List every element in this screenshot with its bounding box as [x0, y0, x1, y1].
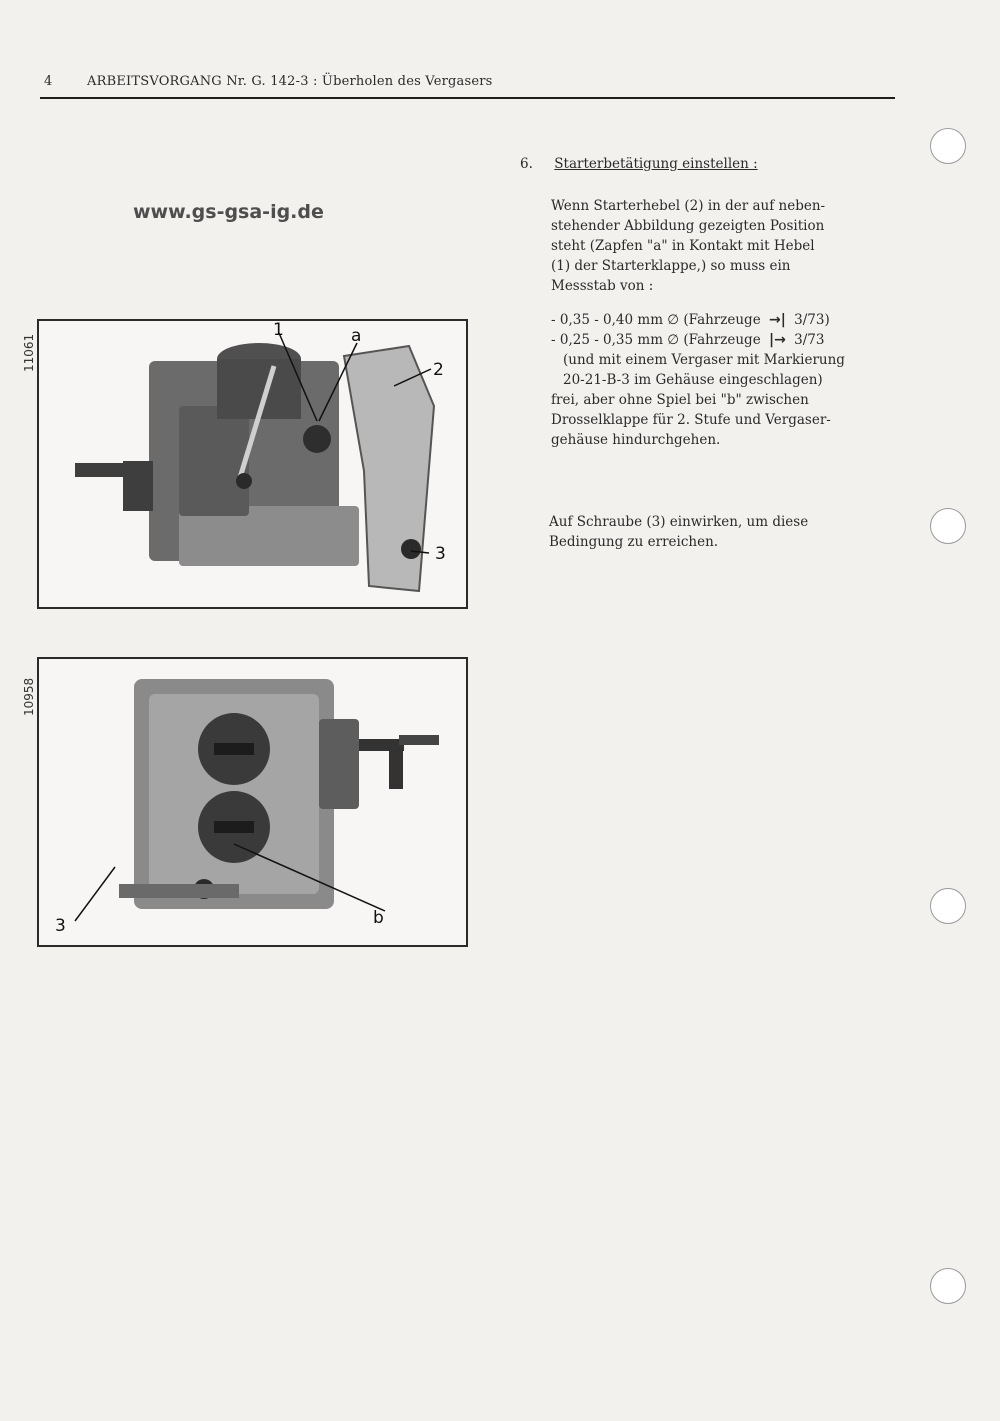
callout-b: b: [373, 908, 384, 928]
spec-text: - 0,25 - 0,35 mm ∅ (Fahrzeuge: [551, 332, 761, 348]
specification-list: [551, 310, 845, 450]
text-line: 20-21-B-3 im Gehäuse eingeschlagen): [563, 372, 823, 388]
page-header: [40, 66, 895, 100]
spec-line: [551, 310, 845, 330]
text-line: frei, aber ohne Spiel bei "b" zwischen: [551, 392, 809, 408]
text-line: Drosselklappe für 2. Stufe und Vergaser-: [551, 412, 831, 428]
spec-text: - 0,35 - 0,40 mm ∅ (Fahrzeuge: [551, 312, 761, 328]
spec-line: [551, 330, 845, 350]
punch-hole: [930, 888, 966, 924]
spec-date: 3/73): [794, 312, 830, 328]
carburetor-top-illustration: [39, 659, 466, 945]
callout-3: 3: [435, 544, 446, 564]
figure-number: 10958: [22, 677, 36, 716]
section-heading: [520, 156, 758, 172]
callout-3: 3: [55, 916, 66, 936]
instruction-paragraph-1: [551, 196, 825, 296]
text-line: gehäuse hindurchgehen.: [551, 432, 721, 448]
callout-a: a: [351, 326, 362, 346]
text-line: steht (Zapfen "a" in Kontakt mit Hebel: [551, 238, 815, 254]
punch-hole: [930, 128, 966, 164]
header-rule: [40, 97, 895, 99]
text-line: Wenn Starterhebel (2) in der auf neben-: [551, 198, 826, 214]
text-line: (1) der Starterklappe,) so muss ein: [551, 258, 791, 274]
callout-1: 1: [273, 321, 284, 340]
section-number: 6.: [520, 156, 533, 172]
figure-number: 11061: [22, 333, 36, 372]
page-number: 4: [44, 74, 53, 89]
text-line: Messstab von :: [551, 278, 654, 294]
instruction-paragraph-3: [549, 512, 808, 552]
figure-carburetor-top: [37, 657, 468, 947]
text-line: Bedingung zu erreichen.: [549, 534, 719, 550]
watermark-url: www.gs-gsa-ig.de: [133, 201, 324, 223]
text-line: stehender Abbildung gezeigten Position: [551, 218, 825, 234]
bar-to-arrow-icon: |→: [769, 332, 786, 348]
text-line: Auf Schraube (3) einwirken, um diese: [549, 514, 809, 530]
page-title: ARBEITSVORGANG Nr. G. 142-3 : Überholen des Vergasers: [87, 74, 493, 89]
punch-hole: [930, 1268, 966, 1304]
section-title: Starterbetätigung einstellen :: [554, 156, 758, 172]
text-line: (und mit einem Vergaser mit Markierung: [563, 352, 845, 368]
carburetor-side-illustration: [39, 321, 466, 607]
figure-carburetor-side: [37, 319, 468, 609]
punch-hole: [930, 508, 966, 544]
spec-date: 3/73: [794, 332, 825, 348]
callout-2: 2: [433, 360, 444, 380]
arrow-to-bar-icon: →|: [769, 312, 786, 328]
